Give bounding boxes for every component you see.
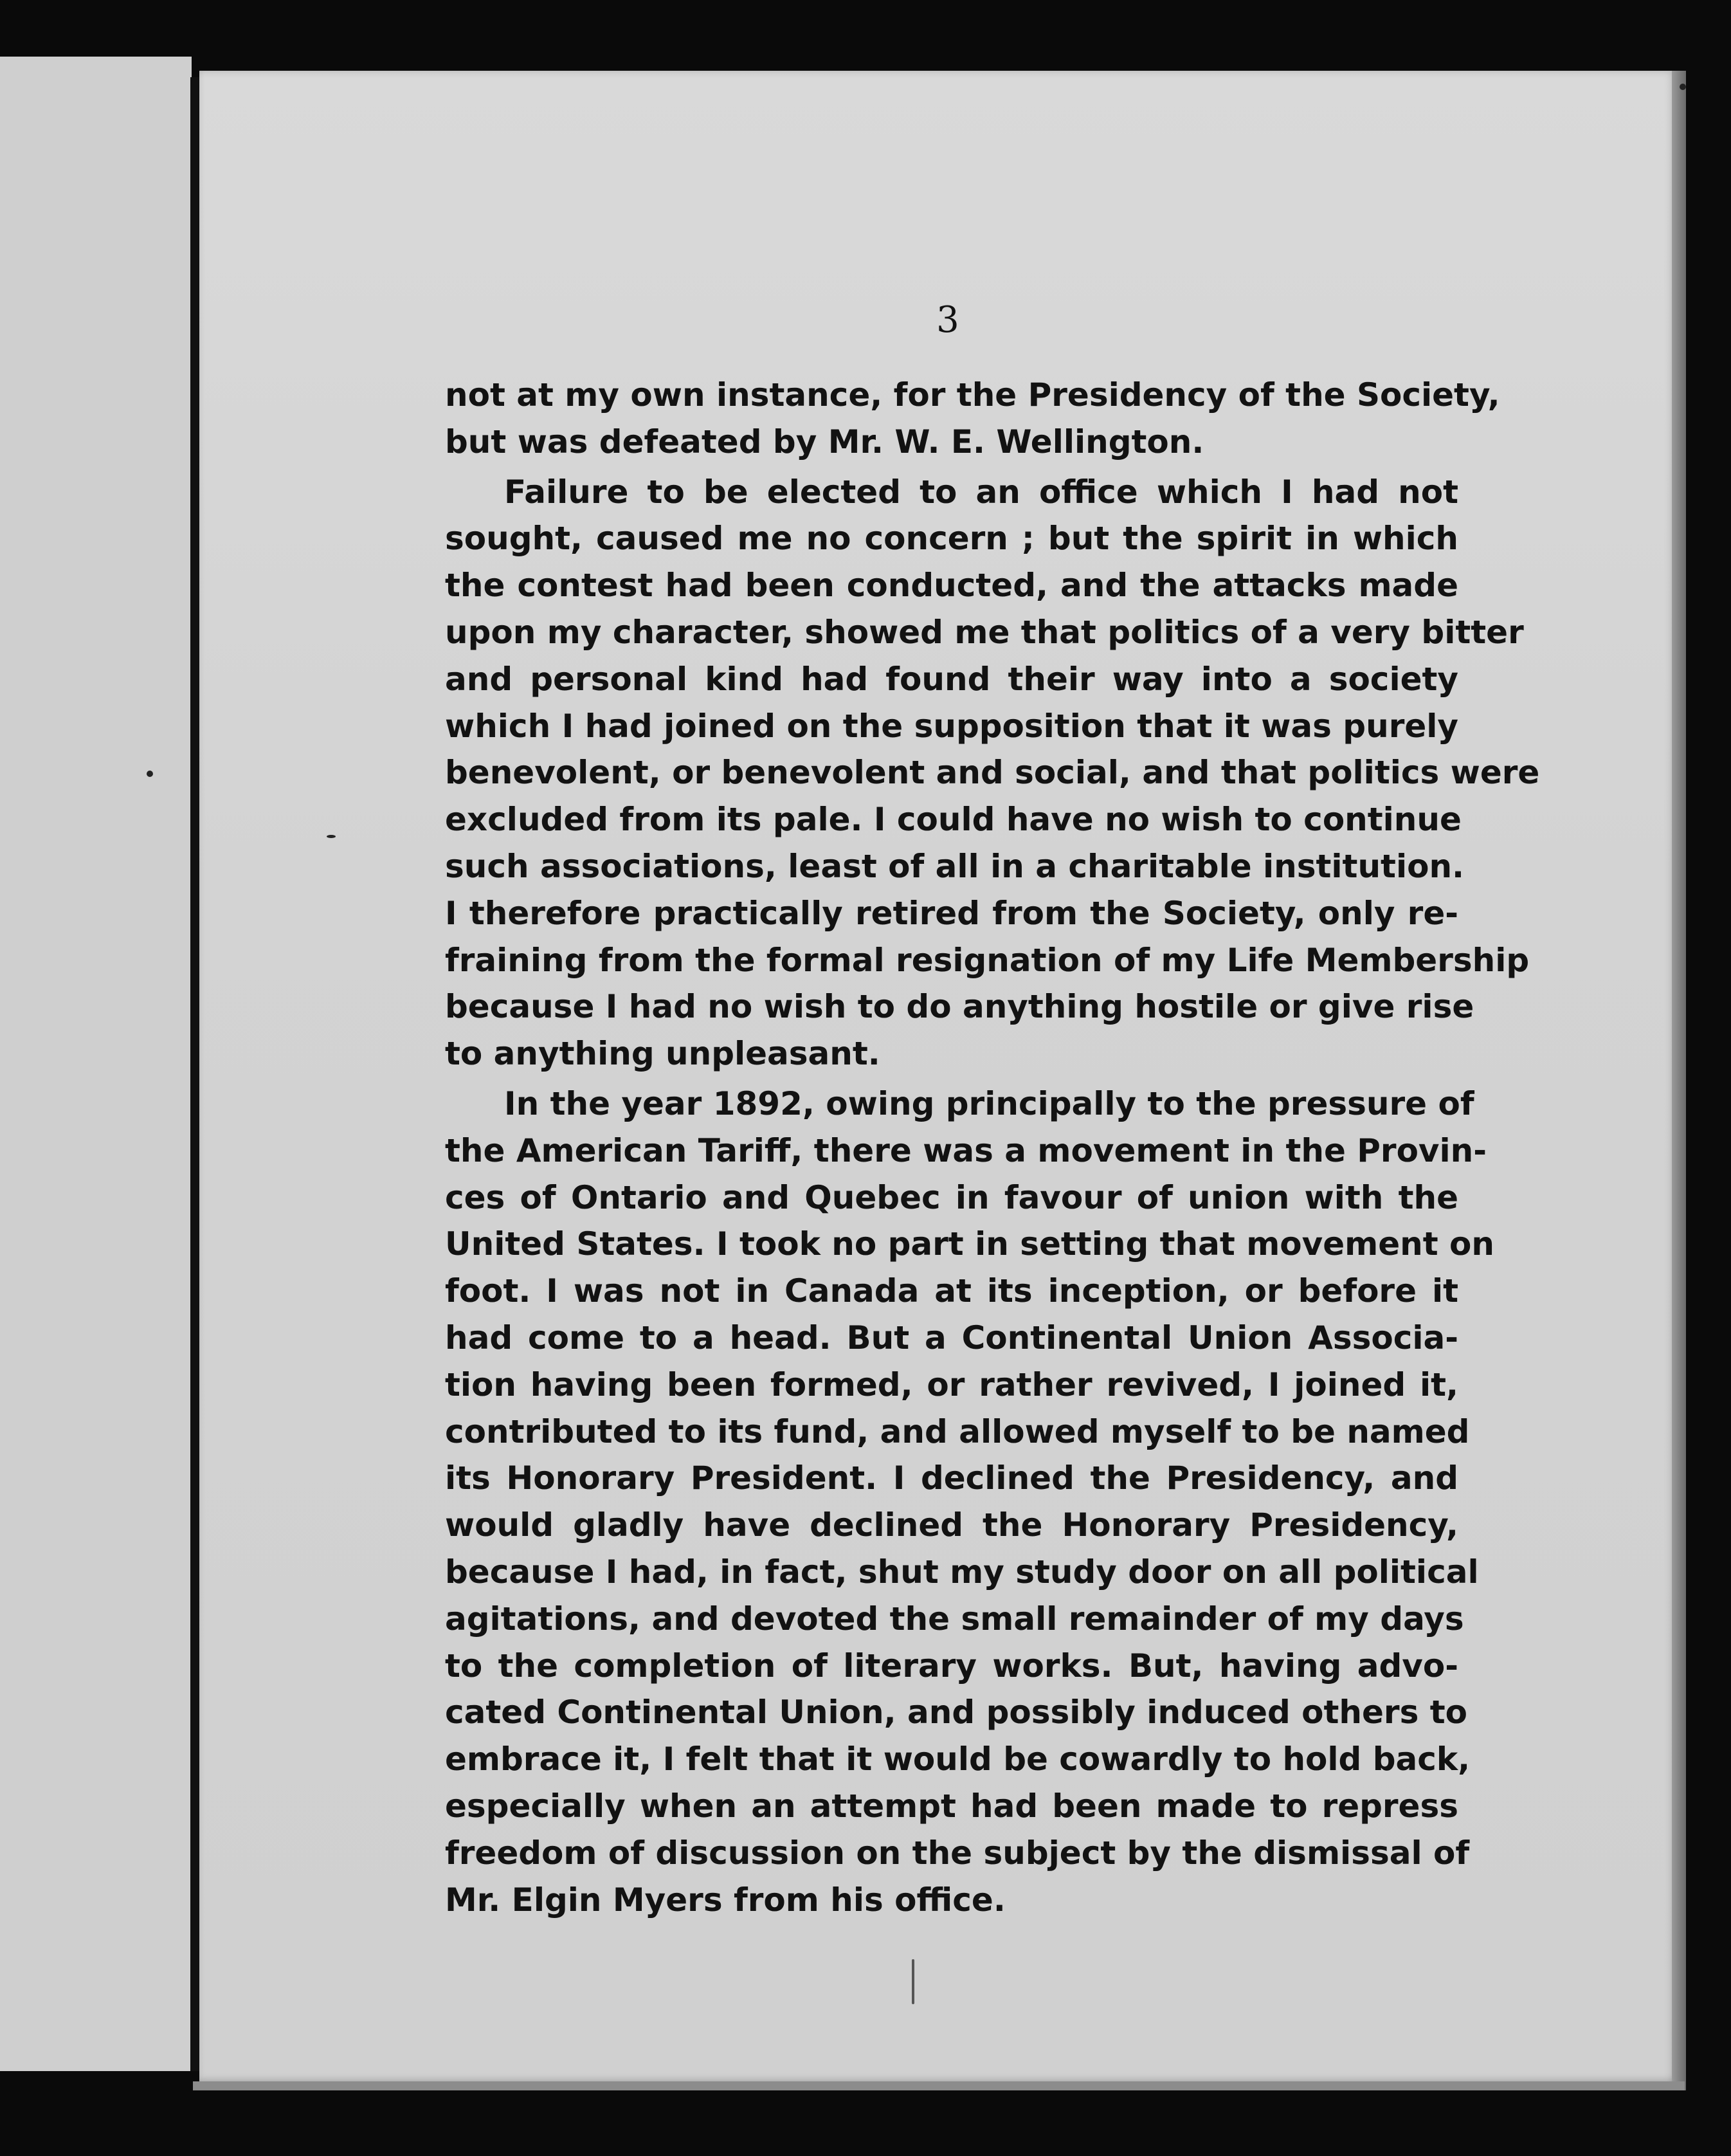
text-line: but was defeated by Mr. W. E. Wellington.: [445, 423, 1204, 461]
text-line: because I had, in fact, shut my study door on all political: [445, 1553, 1479, 1591]
book-gutter: [190, 77, 199, 2071]
scan-speck: [147, 771, 153, 777]
text-line: excluded from its pale. I could have no wish to continue: [445, 801, 1462, 839]
page-bottom-edge: [193, 2081, 1685, 2090]
text-line: ces of Ontario and Quebec in favour of union with the: [445, 1178, 1458, 1216]
text-line: I therefore practically retired from the Society, only re-: [445, 894, 1458, 932]
scan-speck: [912, 1959, 914, 2004]
text-line: its Honorary President. I declined the Presidency, and: [445, 1459, 1458, 1497]
body-text: [445, 372, 1540, 1923]
text-line: Mr. Elgin Myers from his office.: [445, 1881, 1006, 1919]
text-line: to the completion of literary works. But, having advo-: [445, 1647, 1458, 1685]
text-line: which I had joined on the supposition that it was purely: [445, 707, 1458, 745]
text-line: cated Continental Union, and possibly induced others to: [445, 1694, 1468, 1731]
text-line: United States. I took no part in setting that movement on: [445, 1225, 1495, 1263]
text-line: contributed to its fund, and allowed myself to be named: [445, 1412, 1470, 1450]
paragraph: [445, 1081, 1495, 1923]
text-line: agitations, and devoted the small remainder of my days: [445, 1600, 1464, 1638]
text-line: freedom of discussion on the subject by the dismissal of: [445, 1834, 1470, 1872]
text-line: Failure to be elected to an office which I had not: [504, 473, 1458, 511]
text-line: fraining from the formal resignation of my Life Membership: [445, 941, 1530, 979]
text-line: had come to a head. But a Continental Union Associa-: [445, 1319, 1458, 1357]
text-line: because I had no wish to do anything hostile or give rise: [445, 988, 1474, 1026]
text-line: the contest had been conducted, and the attacks made: [445, 567, 1458, 605]
text-line: sought, caused me no concern ; but the spirit in which: [445, 520, 1458, 558]
page-number: 3: [936, 299, 959, 341]
text-line: In the year 1892, owing principally to the pressure of: [504, 1084, 1474, 1122]
facing-page-edge: [0, 57, 192, 2071]
text-line: embrace it, I felt that it would be cowardly to hold back,: [445, 1740, 1471, 1778]
text-line: such associations, least of all in a charitable institution.: [445, 847, 1465, 885]
paragraph: [445, 469, 1540, 1077]
paragraph: [445, 372, 1500, 466]
scan-speck: [327, 835, 336, 838]
text-line: benevolent, or benevolent and social, and that politics were: [445, 754, 1540, 792]
text-line: and personal kind had found their way into a society: [445, 660, 1458, 698]
text-line: especially when an attempt had been made to repress: [445, 1787, 1458, 1825]
text-line: not at my own instance, for the Presidency of the Society,: [445, 376, 1500, 414]
text-line: to anything unpleasant.: [445, 1035, 880, 1073]
text-line: upon my character, showed me that politics of a very bitter: [445, 613, 1524, 651]
scan-speck: [1680, 84, 1686, 90]
text-line: foot. I was not in Canada at its inception, or before it: [445, 1272, 1458, 1310]
text-line: tion having been formed, or rather revived, I joined it,: [445, 1366, 1458, 1403]
text-line: would gladly have declined the Honorary Presidency,: [445, 1506, 1458, 1544]
page-right-edge: [1672, 71, 1686, 2090]
text-line: the American Tariff, there was a movement in the Provin-: [445, 1131, 1487, 1169]
